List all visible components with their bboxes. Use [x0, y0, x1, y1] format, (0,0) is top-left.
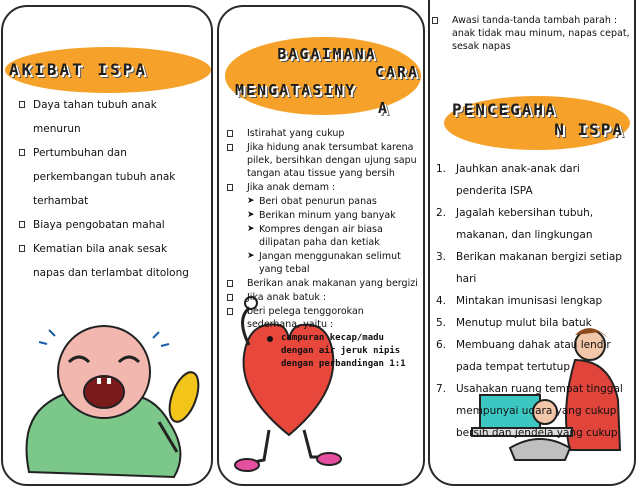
item-text: perkembangan tubuh anak	[33, 171, 176, 183]
list-item	[436, 290, 636, 312]
fever-list	[227, 195, 419, 276]
list-item	[227, 277, 419, 290]
item-text: mempunyai udara yang cukup	[456, 405, 617, 417]
item-text: Jika hidung anak tersumbat karena pilek, bersihkan dengan ujung sapu tangan atau tissue yang bersih	[247, 142, 417, 179]
list-item	[436, 378, 636, 400]
akibat-list	[19, 93, 209, 285]
list-item	[436, 356, 636, 378]
bullet-box-icon	[19, 221, 25, 228]
item-text: Pertumbuhan dan	[33, 147, 127, 159]
list-item	[227, 223, 419, 249]
bullet-box-icon	[227, 184, 233, 191]
crying-baby-illustration	[9, 312, 209, 482]
list-item	[19, 213, 209, 237]
list-item	[436, 268, 636, 290]
item-text: Berikan anak makanan yang bergizi	[247, 278, 418, 289]
item-text: Biaya pengobatan mahal	[33, 219, 165, 231]
item-number: 3.	[436, 251, 447, 263]
arrow-bullet-icon: ➤	[247, 210, 255, 220]
list-item	[436, 246, 636, 268]
bullet-box-icon	[19, 245, 25, 252]
bullet-box-icon	[227, 308, 233, 315]
item-text: napas dan terlambat ditolong	[33, 267, 189, 279]
list-item	[436, 202, 636, 224]
title-line: MENGATASINY	[235, 81, 357, 99]
list-item	[227, 181, 419, 194]
item-text: dengan perbandingan 1:1	[281, 359, 406, 369]
list-item	[19, 93, 209, 117]
list-item	[436, 158, 636, 180]
item-text: beri pelega tenggorokan sederhana, yaitu :	[247, 306, 364, 330]
list-item	[19, 189, 209, 213]
item-text: Jagalah kebersihan tubuh,	[456, 207, 594, 219]
title-line: CARA	[374, 63, 419, 81]
item-number: 6.	[436, 339, 447, 351]
bullet-box-icon	[19, 101, 25, 108]
bullet-box-icon	[227, 130, 233, 137]
list-item	[436, 224, 636, 246]
item-text: Kematian bila anak sesak	[33, 243, 168, 255]
list-item	[227, 127, 419, 140]
item-text: dengan air jeruk nipis	[281, 346, 401, 356]
item-text: menurun	[33, 123, 81, 135]
list-item	[19, 261, 209, 285]
title-line: A	[377, 99, 389, 117]
bullet-box-icon	[227, 294, 233, 301]
list-item	[19, 165, 209, 189]
bullet-box-icon	[227, 280, 233, 287]
list-item	[227, 209, 419, 222]
title-line: PENCEGAHA	[452, 100, 557, 119]
bullet-box-icon	[19, 149, 25, 156]
list-item	[436, 422, 636, 444]
item-text: Berikan makanan bergizi setiap	[456, 251, 622, 263]
item-text: pada tempat tertutup	[456, 361, 570, 373]
list-item	[436, 180, 636, 202]
item-text: Jika anak batuk :	[247, 292, 327, 303]
item-text: Membuang dahak atau lendir	[456, 339, 611, 351]
item-text: Jika anak demam :	[247, 182, 336, 193]
panel-pencegahan	[428, 0, 636, 486]
arrow-bullet-icon: ➤	[247, 196, 255, 206]
dot-bullet-icon	[267, 336, 273, 342]
item-text: bersih dan jendela yang cukup	[456, 427, 618, 439]
list-item	[227, 141, 419, 180]
item-text: terhambat	[33, 195, 89, 207]
list-item	[436, 334, 636, 356]
item-text: Daya tahan tubuh anak	[33, 99, 157, 111]
cara-content	[227, 127, 419, 371]
item-text: Jangan menggunakan selimut yang tebal	[259, 251, 401, 275]
panel-title: AKIBAT ISPA	[9, 60, 148, 79]
list-item	[19, 141, 209, 165]
list-item	[436, 400, 636, 422]
item-text: Istirahat yang cukup	[247, 128, 345, 139]
item-number: 4.	[436, 295, 447, 307]
item-text: Beri obat penurun panas	[259, 196, 377, 207]
list-item	[19, 117, 209, 141]
bullet-box-icon	[432, 17, 438, 24]
panel-akibat	[1, 5, 213, 486]
item-text: Kompres dengan air biasa dilipatan paha dan ketiak	[259, 224, 383, 248]
item-number: 1.	[436, 163, 447, 175]
list-item	[227, 291, 419, 304]
list-item	[432, 14, 632, 53]
item-text: hari	[456, 273, 477, 285]
arrow-bullet-icon: ➤	[247, 224, 255, 234]
bullet-box-icon	[227, 144, 233, 151]
item-number: 2.	[436, 207, 447, 219]
panel-title	[452, 100, 628, 140]
title-line: N ISPA	[554, 120, 624, 139]
list-item	[227, 345, 419, 358]
item-text: campuran kecap/madu	[281, 333, 384, 343]
remedy-list	[227, 332, 419, 371]
item-text: Awasi tanda-tanda tambah parah : anak tidak mau minum, napas cepat, sesak napas	[452, 15, 630, 52]
cara-list	[227, 127, 419, 194]
panel-bagaimana	[217, 5, 425, 486]
warning-list	[432, 14, 632, 54]
list-item	[227, 250, 419, 276]
item-text: Usahakan ruang tempat tinggal	[456, 383, 623, 395]
list-item	[227, 305, 419, 331]
panel-title	[235, 45, 419, 117]
pencegahan-list	[436, 158, 636, 444]
list-item	[19, 237, 209, 261]
item-text: Berikan minum yang banyak	[259, 210, 396, 221]
list-item	[227, 195, 419, 208]
cara-list-2	[227, 277, 419, 331]
item-text: Mintakan imunisasi lengkap	[456, 295, 603, 307]
item-number: 7.	[436, 383, 447, 395]
list-item	[436, 312, 636, 334]
list-item	[227, 358, 419, 371]
item-text: makanan, dan lingkungan	[456, 229, 593, 241]
item-text: penderita ISPA	[456, 185, 533, 197]
arrow-bullet-icon: ➤	[247, 251, 255, 261]
item-number: 5.	[436, 317, 447, 329]
title-line: BAGAIMANA	[277, 45, 377, 63]
item-text: Menutup mulut bila batuk	[456, 317, 592, 329]
list-item	[227, 332, 419, 345]
item-text: Jauhkan anak-anak dari	[456, 163, 580, 175]
